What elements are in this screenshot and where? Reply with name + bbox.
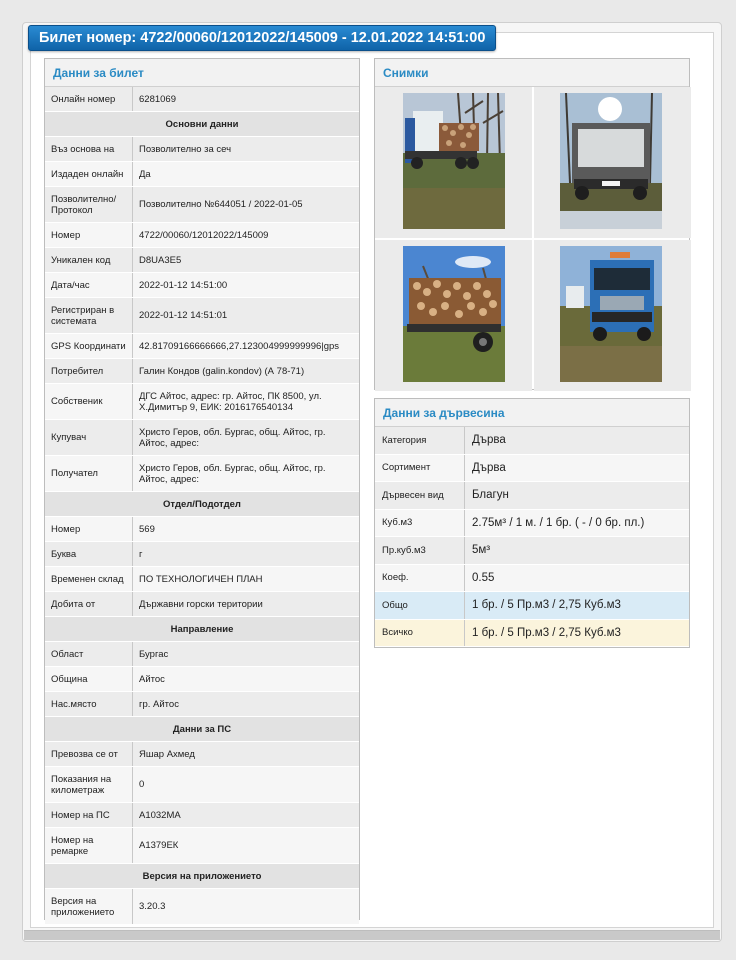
ticket-row: [45, 567, 359, 592]
section-heading: Направление: [45, 617, 359, 642]
photo-truck-back-image: [560, 93, 662, 229]
ticket-row: [45, 359, 359, 384]
ticket-row-value: 4722/00060/12012022/145009: [133, 223, 359, 247]
ticket-row: [45, 542, 359, 567]
ticket-row: [45, 248, 359, 273]
ticket-row-label: Община: [45, 667, 133, 691]
photo-cell: [534, 240, 691, 391]
photo-truck-front[interactable]: [560, 246, 662, 382]
ticket-row: [45, 334, 359, 359]
ticket-row-value: А1032МА: [133, 803, 359, 827]
ticket-row-label: Собственик: [45, 384, 133, 419]
ticket-row-value: ПО ТЕХНОЛОГИЧЕН ПЛАН: [133, 567, 359, 591]
ticket-row-label: Купувач: [45, 420, 133, 455]
ticket-row-value: Позволително №644051 / 2022-01-05: [133, 187, 359, 222]
ticket-row-label: Показания на километраж: [45, 767, 133, 802]
ticket-row: [45, 692, 359, 717]
ticket-row-label: Нас.място: [45, 692, 133, 716]
ticket-row-value: Христо Геров, обл. Бургас, общ. Айтос, гр. Айтос, адрес:: [133, 420, 359, 455]
ticket-row-label: Онлайн номер: [45, 87, 133, 111]
photos-panel: [374, 58, 690, 390]
wood-row-label: Куб.м3: [375, 510, 465, 537]
wood-row-label: Всичко: [375, 620, 465, 647]
wood-row: [375, 565, 689, 593]
wood-panel-title: Данни за дървесина: [375, 399, 689, 427]
wood-row: [375, 427, 689, 455]
wood-row-label: Дървесен вид: [375, 482, 465, 509]
photo-truck-back[interactable]: [560, 93, 662, 229]
wood-table: [375, 427, 689, 647]
section-heading: Основни данни: [45, 112, 359, 137]
wood-row-value: 1 бр. / 5 Пр.м3 / 2,75 Куб.м3: [472, 599, 621, 612]
ticket-panel-title: Данни за билет: [45, 59, 359, 87]
ticket-row-label: Получател: [45, 456, 133, 491]
wood-row: [375, 482, 689, 510]
ticket-row-value: 2022-01-12 14:51:00: [133, 273, 359, 297]
ticket-row-value: Айтос: [133, 667, 359, 691]
ticket-row-label: Версия на приложението: [45, 889, 133, 924]
ticket-row-label: Номер: [45, 223, 133, 247]
ticket-row-label: Област: [45, 642, 133, 666]
ticket-row: [45, 223, 359, 248]
ticket-row-value: Позволително за сеч: [133, 137, 359, 161]
ticket-row-label: Издаден онлайн: [45, 162, 133, 186]
wood-row-value: 2.75м³ / 1 м. / 1 бр. ( - / 0 бр. пл.): [472, 516, 645, 529]
ticket-row-value: Галин Кондов (galin.kondov) (А 78-71): [133, 359, 359, 383]
wood-row-value: Дърва: [472, 461, 506, 474]
ticket-row: [45, 803, 359, 828]
ticket-row-label: Въз основа на: [45, 137, 133, 161]
ticket-row-label: Дата/час: [45, 273, 133, 297]
ticket-row-label: Номер на ремарке: [45, 828, 133, 863]
wood-row-label: Общо: [375, 592, 465, 619]
ticket-row-value: А1379ЕК: [133, 828, 359, 863]
ticket-row: [45, 137, 359, 162]
ticket-row-label: Номер на ПС: [45, 803, 133, 827]
wood-row-label: Коеф.: [375, 565, 465, 592]
ticket-row-label: Потребител: [45, 359, 133, 383]
wood-row-label: Пр.куб.м3: [375, 537, 465, 564]
ticket-row-label: Уникален код: [45, 248, 133, 272]
wood-row-label: Категория: [375, 427, 465, 454]
wood-row: [375, 455, 689, 483]
ticket-row-value: 42.81709166666666,27.123004999999996|gps: [133, 334, 359, 358]
ticket-row-value: D8UA3E5: [133, 248, 359, 272]
ticket-row-value: гр. Айтос: [133, 692, 359, 716]
ticket-table: [45, 87, 359, 925]
ticket-row-label: Буква: [45, 542, 133, 566]
photo-truck-side[interactable]: [403, 93, 505, 229]
ticket-row: [45, 420, 359, 456]
photo-trailer-logs-image: [403, 246, 505, 382]
wood-row-value: Дърва: [472, 434, 506, 447]
photo-cell: [375, 240, 532, 391]
wood-row-value: Благун: [472, 489, 509, 502]
wood-data-panel: [374, 398, 690, 648]
section-heading: Отдел/Подотдел: [45, 492, 359, 517]
photo-trailer-logs[interactable]: [403, 246, 505, 382]
photos-panel-title: Снимки: [375, 59, 689, 87]
wood-row-value: 1 бр. / 5 Пр.м3 / 2,75 Куб.м3: [472, 626, 621, 639]
ticket-row: [45, 162, 359, 187]
ticket-row-value: 0: [133, 767, 359, 802]
ticket-row: [45, 384, 359, 420]
ticket-row: [45, 87, 359, 112]
wood-row: [375, 592, 689, 620]
ticket-row-label: Временен склад: [45, 567, 133, 591]
ticket-row-label: Регистриран в системата: [45, 298, 133, 333]
photo-cell: [375, 87, 532, 238]
ticket-row: [45, 273, 359, 298]
ticket-row: [45, 642, 359, 667]
wood-row: [375, 537, 689, 565]
ticket-data-panel: [44, 58, 360, 920]
ticket-row-value: Да: [133, 162, 359, 186]
ticket-row: [45, 456, 359, 492]
ticket-row: [45, 592, 359, 617]
ticket-row-value: Яшар Ахмед: [133, 742, 359, 766]
photo-truck-side-image: [403, 93, 505, 229]
wood-row-value: 0.55: [472, 571, 495, 584]
ticket-row-value: 569: [133, 517, 359, 541]
wood-row: [375, 620, 689, 648]
wood-row-label: Сортимент: [375, 455, 465, 482]
ticket-row-value: 3.20.3: [133, 889, 359, 924]
ticket-row: [45, 889, 359, 925]
wood-row: [375, 510, 689, 538]
section-heading: Данни за ПС: [45, 717, 359, 742]
ticket-row-value: г: [133, 542, 359, 566]
ticket-row-value: Христо Геров, обл. Бургас, общ. Айтос, гр. Айтос, адрес:: [133, 456, 359, 491]
ticket-row: [45, 742, 359, 767]
ticket-row-label: Позволително/ Протокол: [45, 187, 133, 222]
ticket-row-label: Номер: [45, 517, 133, 541]
ticket-row: [45, 187, 359, 223]
photo-grid: [375, 87, 689, 389]
ticket-row: [45, 298, 359, 334]
ticket-row-value: Държавни горски територии: [133, 592, 359, 616]
ticket-row: [45, 517, 359, 542]
photo-cell: [534, 87, 691, 238]
ticket-row: [45, 667, 359, 692]
ticket-row-value: Бургас: [133, 642, 359, 666]
ticket-title: Билет номер: 4722/00060/12012022/145009 - 12.01.2022 14:51:00: [28, 25, 496, 51]
ticket-row-label: Превозва се от: [45, 742, 133, 766]
ticket-row: [45, 767, 359, 803]
ticket-row-value: 2022-01-12 14:51:01: [133, 298, 359, 333]
ticket-row-label: Добита от: [45, 592, 133, 616]
ticket-row: [45, 828, 359, 864]
ticket-row-value: ДГС Айтос, адрес: гр. Айтос, ПК 8500, ул. Х.Димитър 9, ЕИК: 2016176540134: [133, 384, 359, 419]
wood-row-value: 5м³: [472, 544, 491, 557]
bottom-scrollbar[interactable]: [24, 930, 720, 940]
section-heading: Версия на приложението: [45, 864, 359, 889]
ticket-row-value: 6281069: [133, 87, 359, 111]
photo-truck-front-image: [560, 246, 662, 382]
ticket-row-label: GPS Координати: [45, 334, 133, 358]
